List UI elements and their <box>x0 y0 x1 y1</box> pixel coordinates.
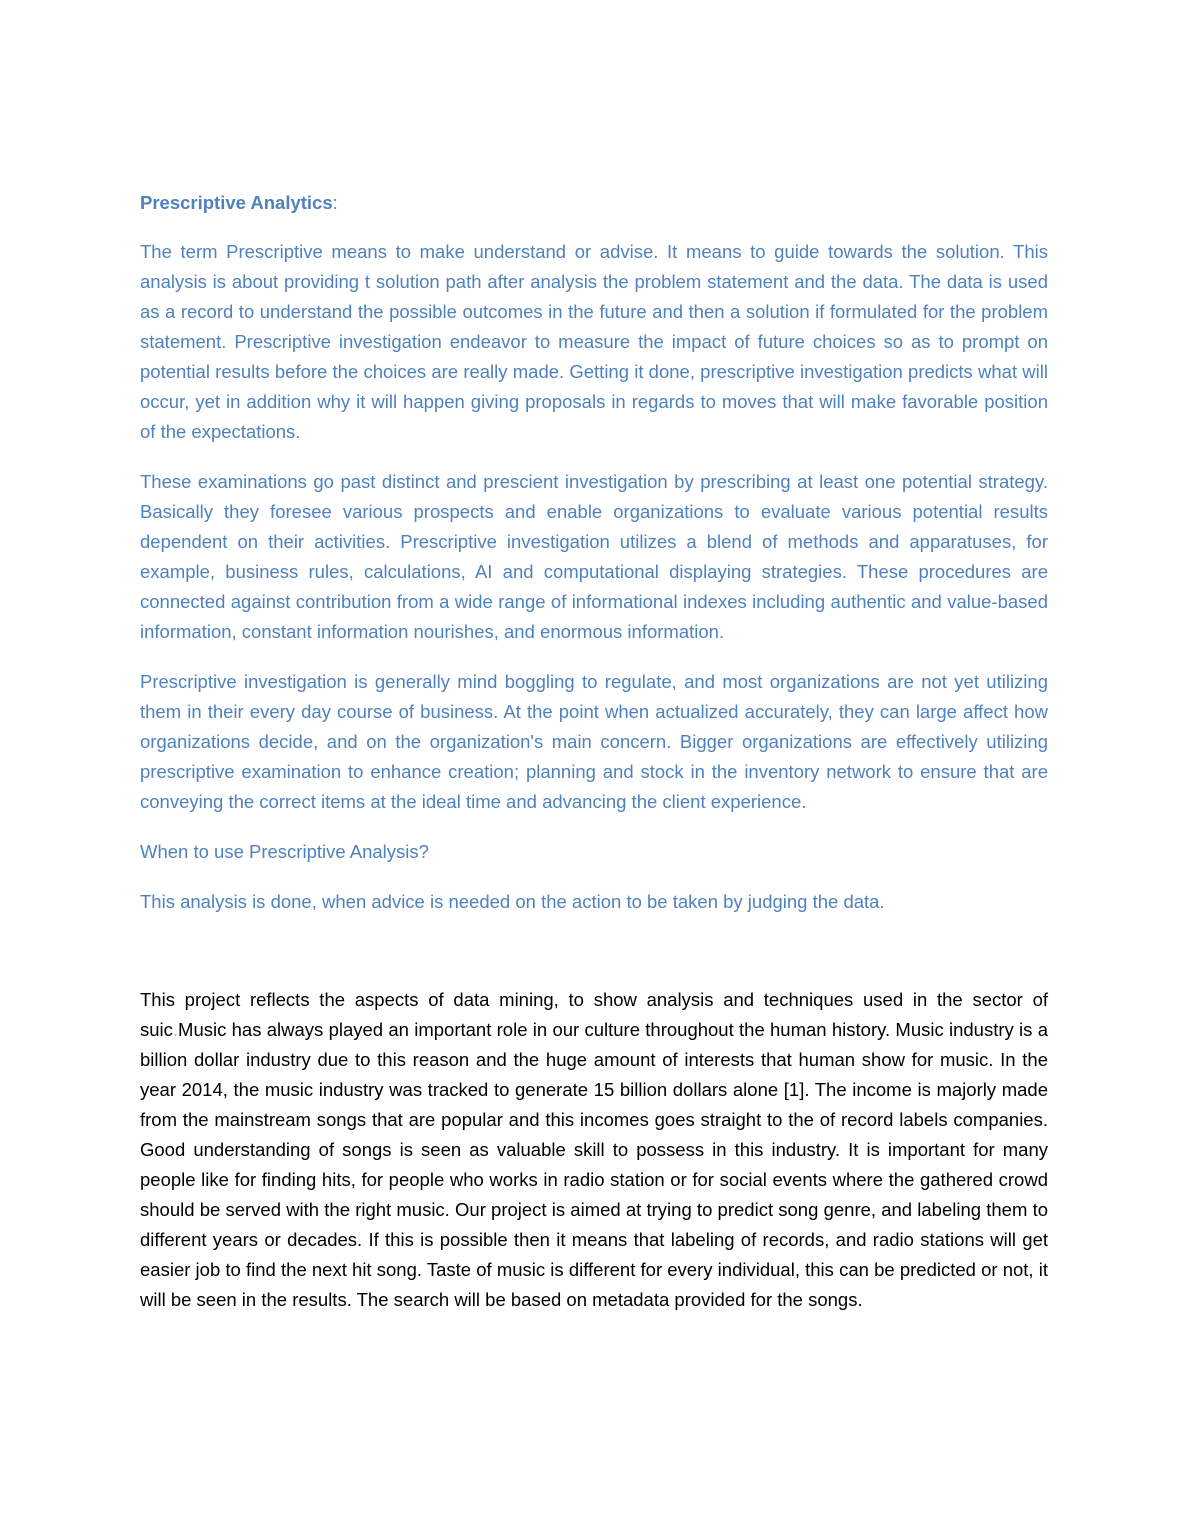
section-heading <box>140 188 1048 218</box>
project-text-rest: Music has always played an important role in our culture throughout the human history. Music industry is a billion dollar industry due to this reason and the huge amount of interests that human show for music. In the year 2014, the music industry was tracked to generate 15 billion dollars alone [1]. The income is majorly made from the mainstream songs that are popular and this incomes goes straight to the of record labels companies. Good understanding of songs is seen as valuable skill to possess in this industry. It is important for many people like for finding hits, for people who works in radio station or for social events where the gathered crowd should be served with the right music. Our project is aimed at trying to predict song genre, and labeling them to different years or decades. If this is possible then it means that labeling of records, and radio stations will get easier job to find the next hit song. Taste of music is different for every individual, this can be predicted or not, it will be seen in the results. The search will be based on metadata provided for the songs. <box>140 1019 1048 1310</box>
blank-space <box>140 937 1048 985</box>
paragraph-prescriptive-methods: These examinations go past distinct and prescient investigation by prescribing at least one potential strategy. Basically they foresee various prospects and enable organizations to evaluate various potential results dependent on their activities. Prescriptive investigation utilizes a blend of methods and apparatuses, for example, business rules, calculations, AI and computational displaying strategies. These procedures are connected against contribution from a wide range of informational indexes including authentic and value-based information, constant information nourishes, and enormous information. <box>140 471 1048 642</box>
project-text-dot: . <box>172 1019 179 1040</box>
paragraph-prescriptive-definition: The term Prescriptive means to make understand or advise. It means to guide towards the solution. This analysis is about providing t solution path after analysis the problem statement and the data. The data is used as a record to understand the possible outcomes in the future and then a solution if formulated for the problem statement. Prescriptive investigation endeavor to measure the impact of future choices so as to prompt on potential results before the choices are really made. Getting it done, prescriptive investigation predicts what will occur, yet in addition why it will happen giving proposals in regards to moves that will make favorable position of the expectations. <box>140 241 1048 442</box>
heading-title: Prescriptive Analytics <box>140 192 333 213</box>
paragraph-project-overview <box>140 985 1048 1315</box>
project-text-start: This project reflects the aspects of data mining, to show analysis and techniques used in the sector of suic <box>140 989 1048 1040</box>
paragraph-when-to-use: This analysis is done, when advice is needed on the action to be taken by judging the data. <box>140 891 885 912</box>
heading-colon: : <box>332 192 338 213</box>
subheading-when-to-use: When to use Prescriptive Analysis? <box>140 841 429 862</box>
paragraph-prescriptive-adoption: Prescriptive investigation is generally mind boggling to regulate, and most organizations are not yet utilizing them in their every day course of business. At the point when actualized accurately, they can large affect how organizations decide, and on the organization's main concern. Bigger organizations are effectively utilizing prescriptive examination to enhance creation; planning and stock in the inventory network to ensure that are conveying the correct items at the ideal time and advancing the client experience. <box>140 671 1048 812</box>
document-page <box>140 188 1048 1335</box>
